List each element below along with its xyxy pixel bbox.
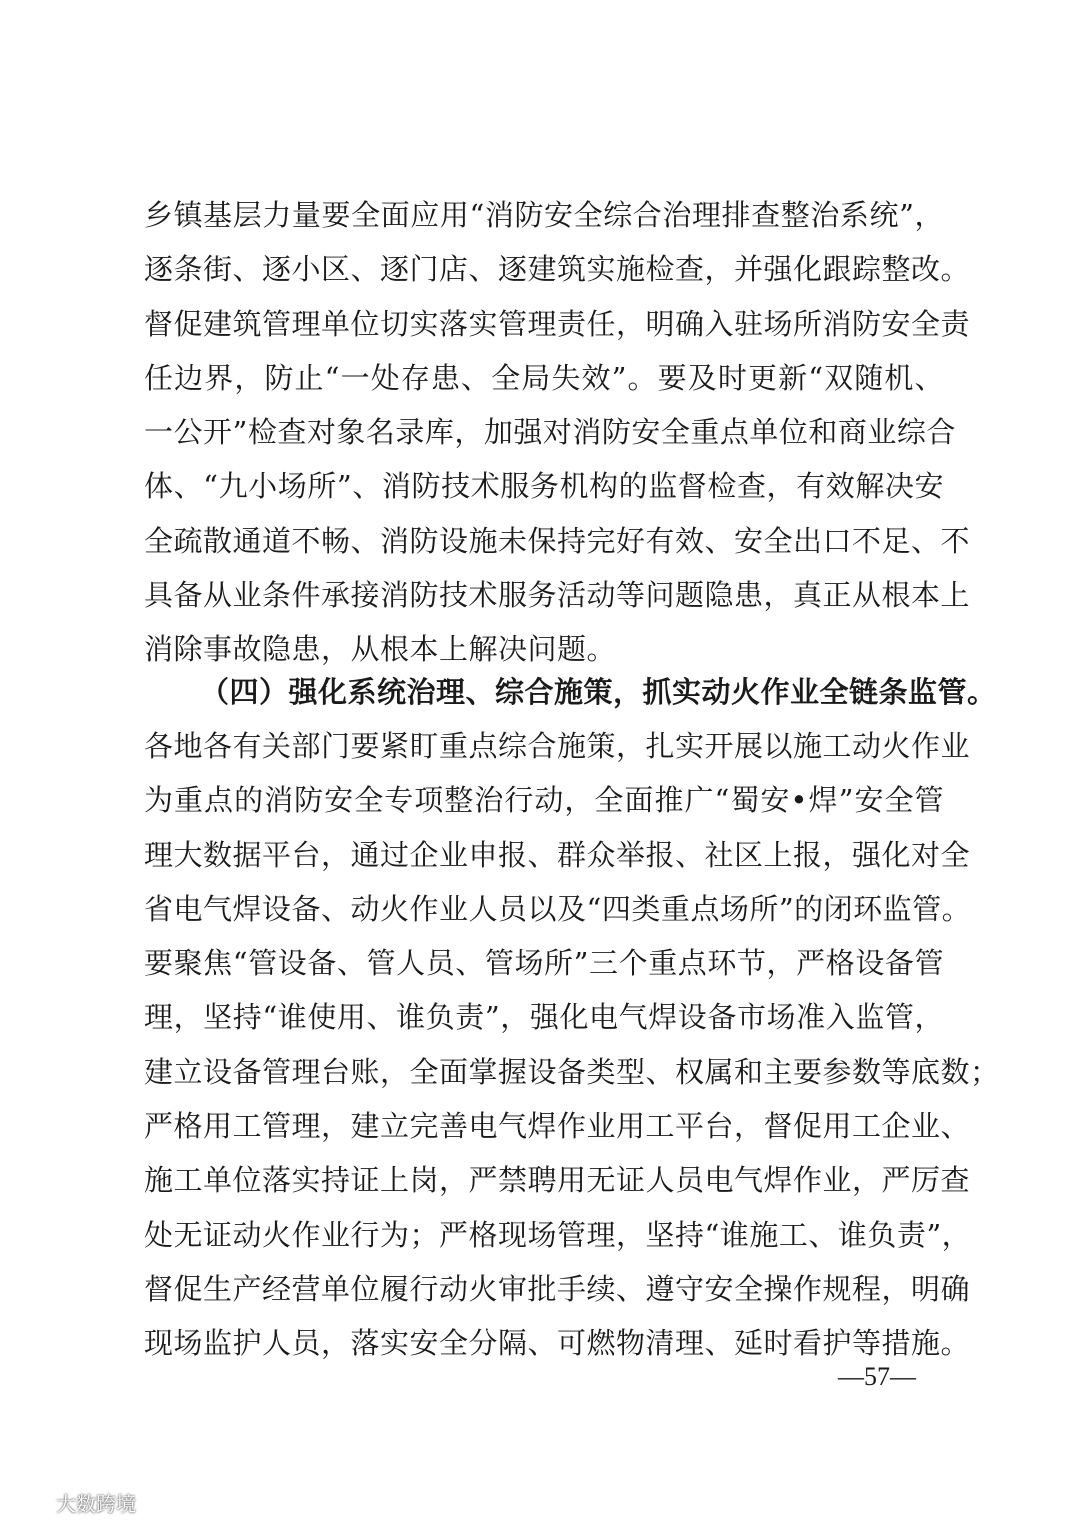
text-line: 施工单位落实持证上岗，严禁聘用无证人员电气焊作业，严厉查: [144, 1163, 971, 1198]
text-line: 各地各有关部门要紧盯重点综合施策，扎实开展以施工动火作业: [144, 729, 971, 763]
text-line: 逐条街、逐小区、逐门店、逐建筑实施检查，并强化跟踪整改。: [144, 252, 971, 287]
text-line: 督促生产经营单位履行动火审批手续、遵守安全操作规程，明确: [144, 1271, 971, 1306]
text-line: 理，坚持“谁使用、谁负责”，强化电气焊设备市场准入监管，: [144, 1000, 944, 1035]
text-line: 严格用工管理，建立完善电气焊作业用工平台，督促用工企业、: [144, 1109, 971, 1144]
watermark-logo-icon: [6, 1490, 50, 1514]
text-line: 一公开”检查对象名录库，加强对消防安全重点单位和商业综合: [144, 415, 956, 450]
text-line: 体、“九小场所”、消防技术服务机构的监督检查，有效解决安: [144, 469, 944, 504]
text-line: 要聚焦“管设备、管人员、管场所”三个重点环节，严格设备管: [144, 946, 944, 981]
watermark-text: 大数跨境: [56, 1491, 136, 1516]
text-line: 督促建筑管理单位切实落实管理责任，明确入驻场所消防安全责: [144, 306, 971, 341]
text-line: 消除事故隐患，从根本上解决问题。: [144, 632, 617, 667]
text-line: 任边界，防止“一处存患、全局失效”。要及时更新“双随机、: [144, 360, 944, 395]
text-line: 理大数据平台，通过企业申报、群众举报、社区上报，强化对全: [144, 837, 971, 872]
section-heading: （四）强化系统治理、综合施策，抓实动火作业全链条监管。: [200, 675, 997, 709]
text-line: 全疏散通道不畅、消防设施未保持完好有效、安全出口不足、不: [144, 523, 971, 558]
text-line: 具备从业条件承接消防技术服务活动等问题隐患，真正从根本上: [144, 578, 971, 613]
text-line: 省电气焊设备、动火作业人员以及“四类重点场所”的闭环监管。: [144, 891, 972, 926]
text-line: 建立设备管理台账，全面掌握设备类型、权属和主要参数等底数；: [144, 1054, 1000, 1089]
section-heading-block: [200, 665, 997, 719]
text-line: 现场监护人员，落实安全分隔、可燃物清理、延时看护等措施。: [144, 1326, 971, 1361]
text-line: 为重点的消防安全专项整治行动，全面推广“蜀安•焊”安全管: [144, 783, 944, 818]
page-number: —57—: [838, 1362, 916, 1391]
text-line: 乡镇基层力量要全面应用“消防安全综合治理排查整治系统”，: [144, 198, 944, 232]
paragraph-1: [144, 188, 971, 677]
watermark: [6, 1486, 136, 1518]
paragraph-2: [144, 719, 1000, 1371]
text-line: 处无证动火作业行为；严格现场管理，坚持“谁施工、谁负责”，: [144, 1217, 972, 1252]
